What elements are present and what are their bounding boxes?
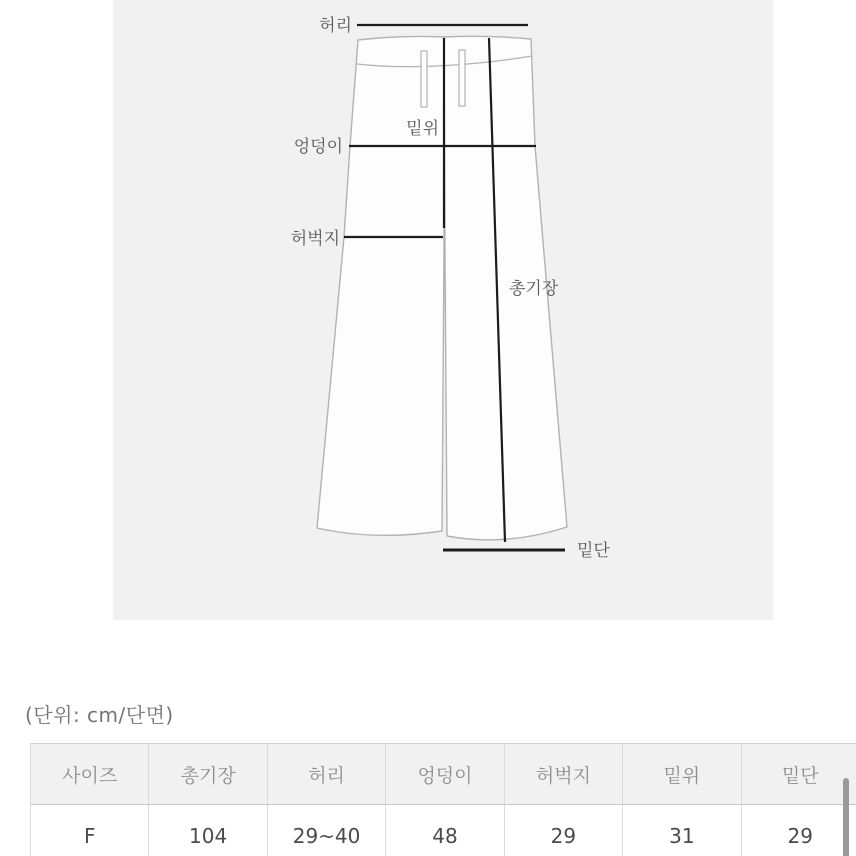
- cell-rise: 31: [623, 805, 741, 856]
- drawstring-right: [459, 50, 465, 106]
- pants-measurement-diagram-panel: [113, 0, 773, 620]
- unit-note: (단위: cm/단면): [25, 703, 174, 727]
- cell-waist: 29~40: [267, 805, 385, 856]
- cell-thigh: 29: [504, 805, 622, 856]
- waist-label: 허리: [319, 16, 352, 36]
- cell-size: F: [31, 805, 149, 856]
- cell-hip: 48: [386, 805, 504, 856]
- col-header-hip: 엉덩이: [386, 744, 504, 805]
- col-header-size: 사이즈: [31, 744, 149, 805]
- size-table-header-row: [31, 744, 856, 805]
- total-length-label: 총기장: [509, 279, 559, 299]
- col-header-hem: 밑단: [741, 744, 856, 805]
- scrollbar-thumb[interactable]: [843, 778, 849, 856]
- col-header-waist: 허리: [267, 744, 385, 805]
- size-table-row-F: [31, 805, 856, 856]
- cell-total-length: 104: [149, 805, 267, 856]
- hip-label: 엉덩이: [293, 137, 343, 157]
- col-header-thigh: 허벅지: [504, 744, 622, 805]
- drawstring-left: [421, 51, 427, 107]
- col-header-rise: 밑위: [623, 744, 741, 805]
- hem-label: 밑단: [577, 541, 610, 561]
- size-table: [30, 743, 856, 856]
- pants-left-leg-outline: [317, 36, 444, 535]
- cell-hem: 29: [741, 805, 856, 856]
- thigh-label: 허벅지: [290, 229, 340, 249]
- pants-diagram-illustration: [113, 0, 773, 620]
- col-header-total-length: 총기장: [149, 744, 267, 805]
- rise-label: 밑위: [406, 119, 439, 139]
